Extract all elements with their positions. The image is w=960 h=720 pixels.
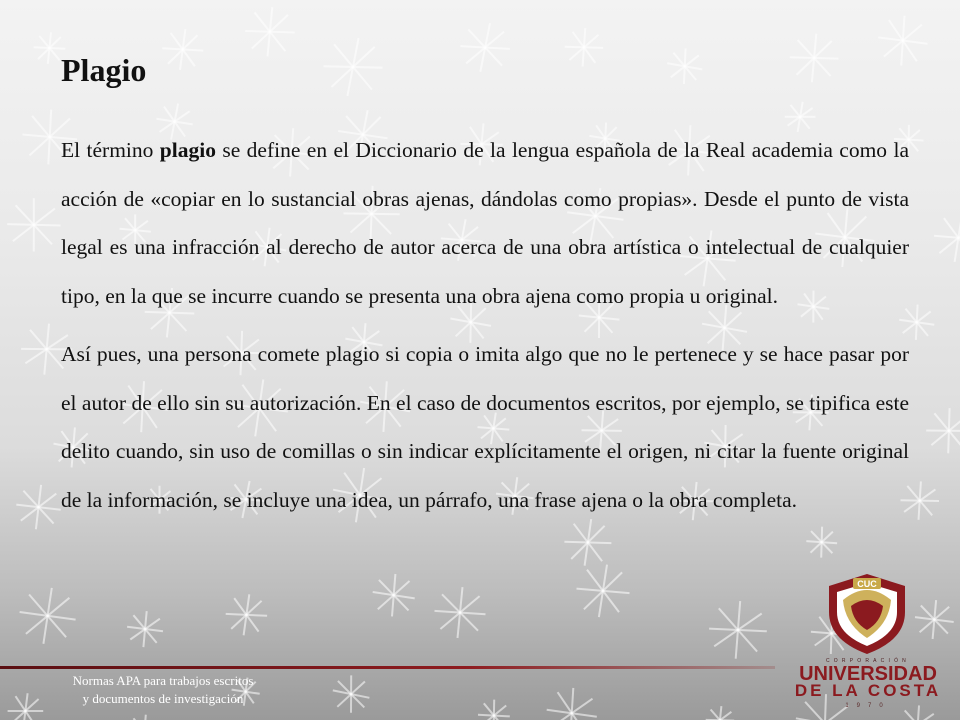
- background-star-icon: [373, 574, 415, 616]
- paragraph-definition: [61, 126, 909, 320]
- footer-line-1: Normas APA para trabajos escritos: [72, 673, 254, 688]
- term-plagio: plagio: [159, 138, 216, 162]
- logo-year: 1970: [845, 703, 891, 709]
- footer-line-2: y documentos de investigación: [82, 691, 244, 706]
- logo-name-line-2: DE LA COSTA: [794, 681, 942, 700]
- background-star-icon: [878, 16, 927, 66]
- background-star-icon: [127, 611, 163, 647]
- crest-label: CUC: [857, 579, 877, 589]
- background-star-icon: [7, 198, 60, 251]
- background-star-icon: [706, 706, 735, 720]
- background-star-icon: [333, 675, 370, 712]
- slide-title: Plagio: [61, 52, 147, 88]
- paragraph-explanation: Así pues, una persona comete plagio si copia o imita algo que no le pertenece y se hace pasar por el autor de ello sin su autorización. En el caso de documentos escritos, por ejemplo, se tipifica este delito cuando, sin uso de comillas o sin indicar explícitamente el origen, ni citar la fuente original de la información, se incluye una idea, un párrafo, una frase ajena o la obra completa.: [61, 342, 909, 512]
- slide-body: [61, 126, 909, 524]
- background-star-icon: [478, 700, 510, 720]
- background-star-icon: [226, 594, 267, 635]
- footer-divider: [0, 666, 775, 669]
- background-star-icon: [565, 28, 604, 67]
- background-star-icon: [162, 29, 203, 70]
- background-star-icon: [20, 588, 76, 644]
- background-star-icon: [16, 485, 60, 529]
- background-star-icon: [564, 519, 611, 566]
- background-star-icon: [667, 49, 702, 85]
- background-star-icon: [460, 23, 510, 72]
- footer-caption: [48, 672, 278, 708]
- background-star-icon: [127, 715, 162, 720]
- background-star-icon: [8, 693, 44, 720]
- universidad-de-la-costa-logo: [783, 572, 953, 717]
- logo-name-line-1: UNIVERSIDAD: [799, 663, 937, 685]
- background-star-icon: [324, 38, 383, 96]
- paragraph-definition-prefix: El término: [61, 138, 160, 162]
- university-crest-icon: [823, 572, 911, 656]
- background-star-icon: [245, 7, 295, 56]
- background-star-icon: [926, 408, 960, 453]
- background-star-icon: [547, 688, 597, 720]
- background-star-icon: [435, 587, 486, 638]
- background-star-icon: [709, 601, 767, 659]
- background-star-icon: [577, 565, 630, 618]
- paragraph-definition-suffix: se define en el Diccionario de la lengua española de la Real academia como la acción de «copiar en lo sustancial obras ajenas, dándolas como propias». Desde el punto de vista legal es una infracción al derecho de autor acerca de una obra artística o intelectual de cualquier tipo, en la que se incurre cuando se presenta una obra ajena como propia u original.: [61, 138, 909, 308]
- background-star-icon: [790, 34, 839, 83]
- logo-corporation: CORPORACIÓN: [826, 658, 910, 664]
- background-star-icon: [806, 527, 837, 558]
- background-star-icon: [934, 214, 960, 262]
